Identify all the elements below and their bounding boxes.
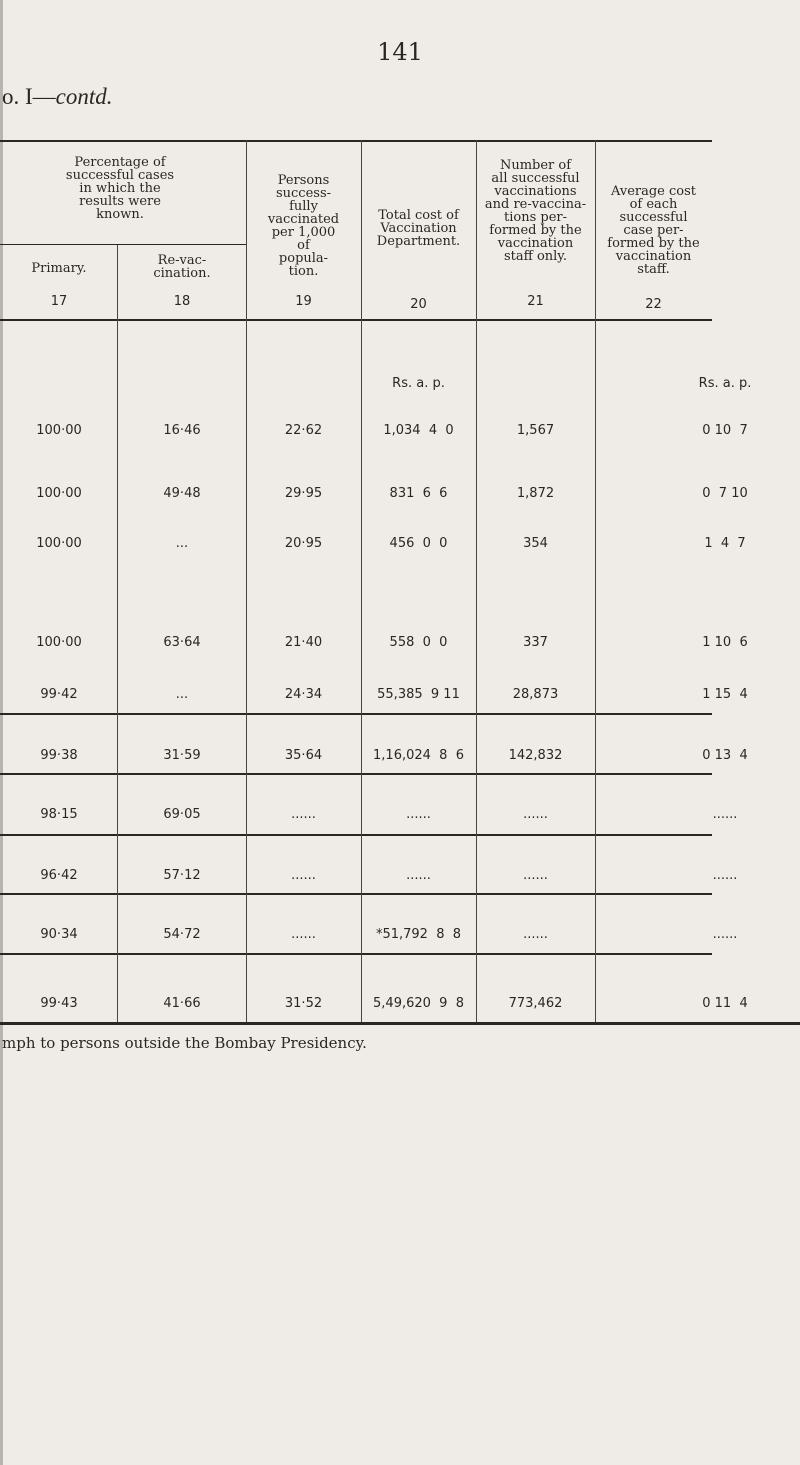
unit-rupees-annas-pies: Rs. a. p. bbox=[392, 376, 445, 391]
row-rule bbox=[0, 893, 712, 895]
persons-per-1000-cell: 21·40 bbox=[284, 635, 323, 650]
heading-contd: contd. bbox=[55, 84, 113, 109]
table-bottom-rule bbox=[0, 1022, 800, 1025]
average-cost-cell: 0 10 7 bbox=[702, 423, 748, 438]
average-cost-cell: 0 7 10 bbox=[702, 486, 748, 501]
persons-per-1000-cell: ...... bbox=[291, 927, 316, 942]
persons-per-1000-cell: 31·52 bbox=[284, 996, 323, 1011]
successful-vaccinations-cell: 142,832 bbox=[508, 748, 563, 763]
primary-pct-cell: 100·00 bbox=[36, 536, 82, 551]
row-rule bbox=[0, 713, 712, 715]
page-number: 141 bbox=[377, 38, 423, 66]
total-cost-cell: 1,16,024 8 6 bbox=[373, 748, 464, 763]
successful-vaccinations-cell: 1,872 bbox=[516, 486, 555, 501]
successful-vaccinations-cell: 28,873 bbox=[512, 687, 559, 702]
primary-pct-cell: 90·34 bbox=[40, 927, 78, 942]
primary-pct-cell: 100·00 bbox=[36, 635, 82, 650]
revaccination-pct-cell: 16·46 bbox=[163, 423, 201, 438]
header-total-cost: Total cost of Vaccination Department. bbox=[376, 208, 461, 249]
header-percentage-group: Percentage of successful cases in which the results were known. bbox=[65, 155, 175, 222]
revaccination-pct-cell: 41·66 bbox=[163, 996, 201, 1011]
column-number: 21 bbox=[527, 294, 544, 309]
row-rule bbox=[0, 834, 712, 836]
column-number: 22 bbox=[645, 297, 662, 312]
col-divider bbox=[361, 140, 362, 1022]
successful-vaccinations-cell: 773,462 bbox=[508, 996, 563, 1011]
persons-per-1000-cell: ...... bbox=[291, 807, 316, 822]
revaccination-pct-cell: 31·59 bbox=[163, 748, 201, 763]
primary-pct-cell: 99·38 bbox=[40, 748, 78, 763]
average-cost-cell: 0 13 4 bbox=[702, 748, 748, 763]
primary-pct-cell: 99·43 bbox=[40, 996, 78, 1011]
persons-per-1000-cell: 22·62 bbox=[284, 423, 323, 438]
total-cost-cell: ...... bbox=[406, 868, 431, 883]
average-cost-cell: 1 15 4 bbox=[702, 687, 748, 702]
primary-pct-cell: 96·42 bbox=[40, 868, 78, 883]
average-cost-cell: ...... bbox=[712, 927, 738, 942]
average-cost-cell: 0 11 4 bbox=[702, 996, 748, 1011]
header-number-vaccinations: Number of all successful vaccinations and re-vaccina- tions per- formed by the vaccination staff only. bbox=[484, 158, 587, 264]
header-primary: Primary. bbox=[31, 261, 87, 276]
heading-prefix: o. I— bbox=[2, 84, 56, 109]
column-number: 17 bbox=[50, 294, 68, 309]
persons-per-1000-cell: 35·64 bbox=[284, 748, 323, 763]
total-cost-cell: 831 6 6 bbox=[389, 486, 448, 501]
persons-per-1000-cell: ...... bbox=[291, 868, 316, 883]
header-revaccination: Re-vac- cination. bbox=[153, 253, 211, 281]
total-cost-cell: *51,792 8 8 bbox=[375, 927, 462, 942]
revaccination-pct-cell: 63·64 bbox=[163, 635, 201, 650]
average-cost-cell: 1 4 7 bbox=[704, 536, 746, 551]
primary-pct-cell: 100·00 bbox=[36, 486, 82, 501]
col-divider bbox=[476, 140, 477, 1022]
successful-vaccinations-cell: 1,567 bbox=[516, 423, 555, 438]
persons-per-1000-cell: 29·95 bbox=[284, 486, 323, 501]
average-cost-cell: 1 10 6 bbox=[702, 635, 748, 650]
column-number: 18 bbox=[173, 294, 191, 309]
revaccination-pct-cell: 54·72 bbox=[163, 927, 201, 942]
header-average-cost: Average cost of each successful case per- formed by the vaccination staff. bbox=[607, 184, 700, 277]
unit-rupees-annas-pies: Rs. a. p. bbox=[698, 376, 752, 391]
total-cost-cell: 558 0 0 bbox=[389, 635, 448, 650]
col-divider bbox=[117, 245, 118, 1022]
revaccination-pct-cell: 69·05 bbox=[163, 807, 201, 822]
persons-per-1000-cell: 20·95 bbox=[284, 536, 323, 551]
row-rule bbox=[0, 773, 712, 775]
footnote: mph to persons outside the Bombay Presidency. bbox=[2, 1034, 367, 1052]
average-cost-cell: ...... bbox=[712, 807, 738, 822]
revaccination-pct-cell: ... bbox=[175, 536, 189, 551]
column-number: 20 bbox=[410, 297, 427, 312]
primary-pct-cell: 98·15 bbox=[40, 807, 78, 822]
total-cost-cell: 456 0 0 bbox=[389, 536, 448, 551]
average-cost-cell: ...... bbox=[712, 868, 738, 883]
header-bottom-rule bbox=[0, 319, 712, 321]
successful-vaccinations-cell: 354 bbox=[523, 536, 548, 551]
total-cost-cell: 55,385 9 11 bbox=[377, 687, 460, 702]
pct-group-divider bbox=[0, 244, 246, 245]
row-rule bbox=[0, 953, 712, 955]
primary-pct-cell: 99·42 bbox=[40, 687, 78, 702]
revaccination-pct-cell: 49·48 bbox=[163, 486, 201, 501]
header-persons-per-1000: Persons success- fully vaccinated per 1,000 of popula- tion. bbox=[267, 173, 340, 279]
persons-per-1000-cell: 24·34 bbox=[284, 687, 323, 702]
primary-pct-cell: 100·00 bbox=[36, 423, 82, 438]
revaccination-pct-cell: ... bbox=[175, 687, 189, 702]
successful-vaccinations-cell: ...... bbox=[523, 927, 548, 942]
table-top-rule bbox=[0, 140, 712, 142]
column-number: 19 bbox=[295, 294, 312, 309]
total-cost-cell: ...... bbox=[406, 807, 431, 822]
revaccination-pct-cell: 57·12 bbox=[163, 868, 201, 883]
successful-vaccinations-cell: ...... bbox=[523, 807, 548, 822]
table-heading bbox=[2, 84, 113, 110]
total-cost-cell: 5,49,620 9 8 bbox=[373, 996, 464, 1011]
total-cost-cell: 1,034 4 0 bbox=[383, 423, 454, 438]
successful-vaccinations-cell: ...... bbox=[523, 868, 548, 883]
successful-vaccinations-cell: 337 bbox=[523, 635, 548, 650]
